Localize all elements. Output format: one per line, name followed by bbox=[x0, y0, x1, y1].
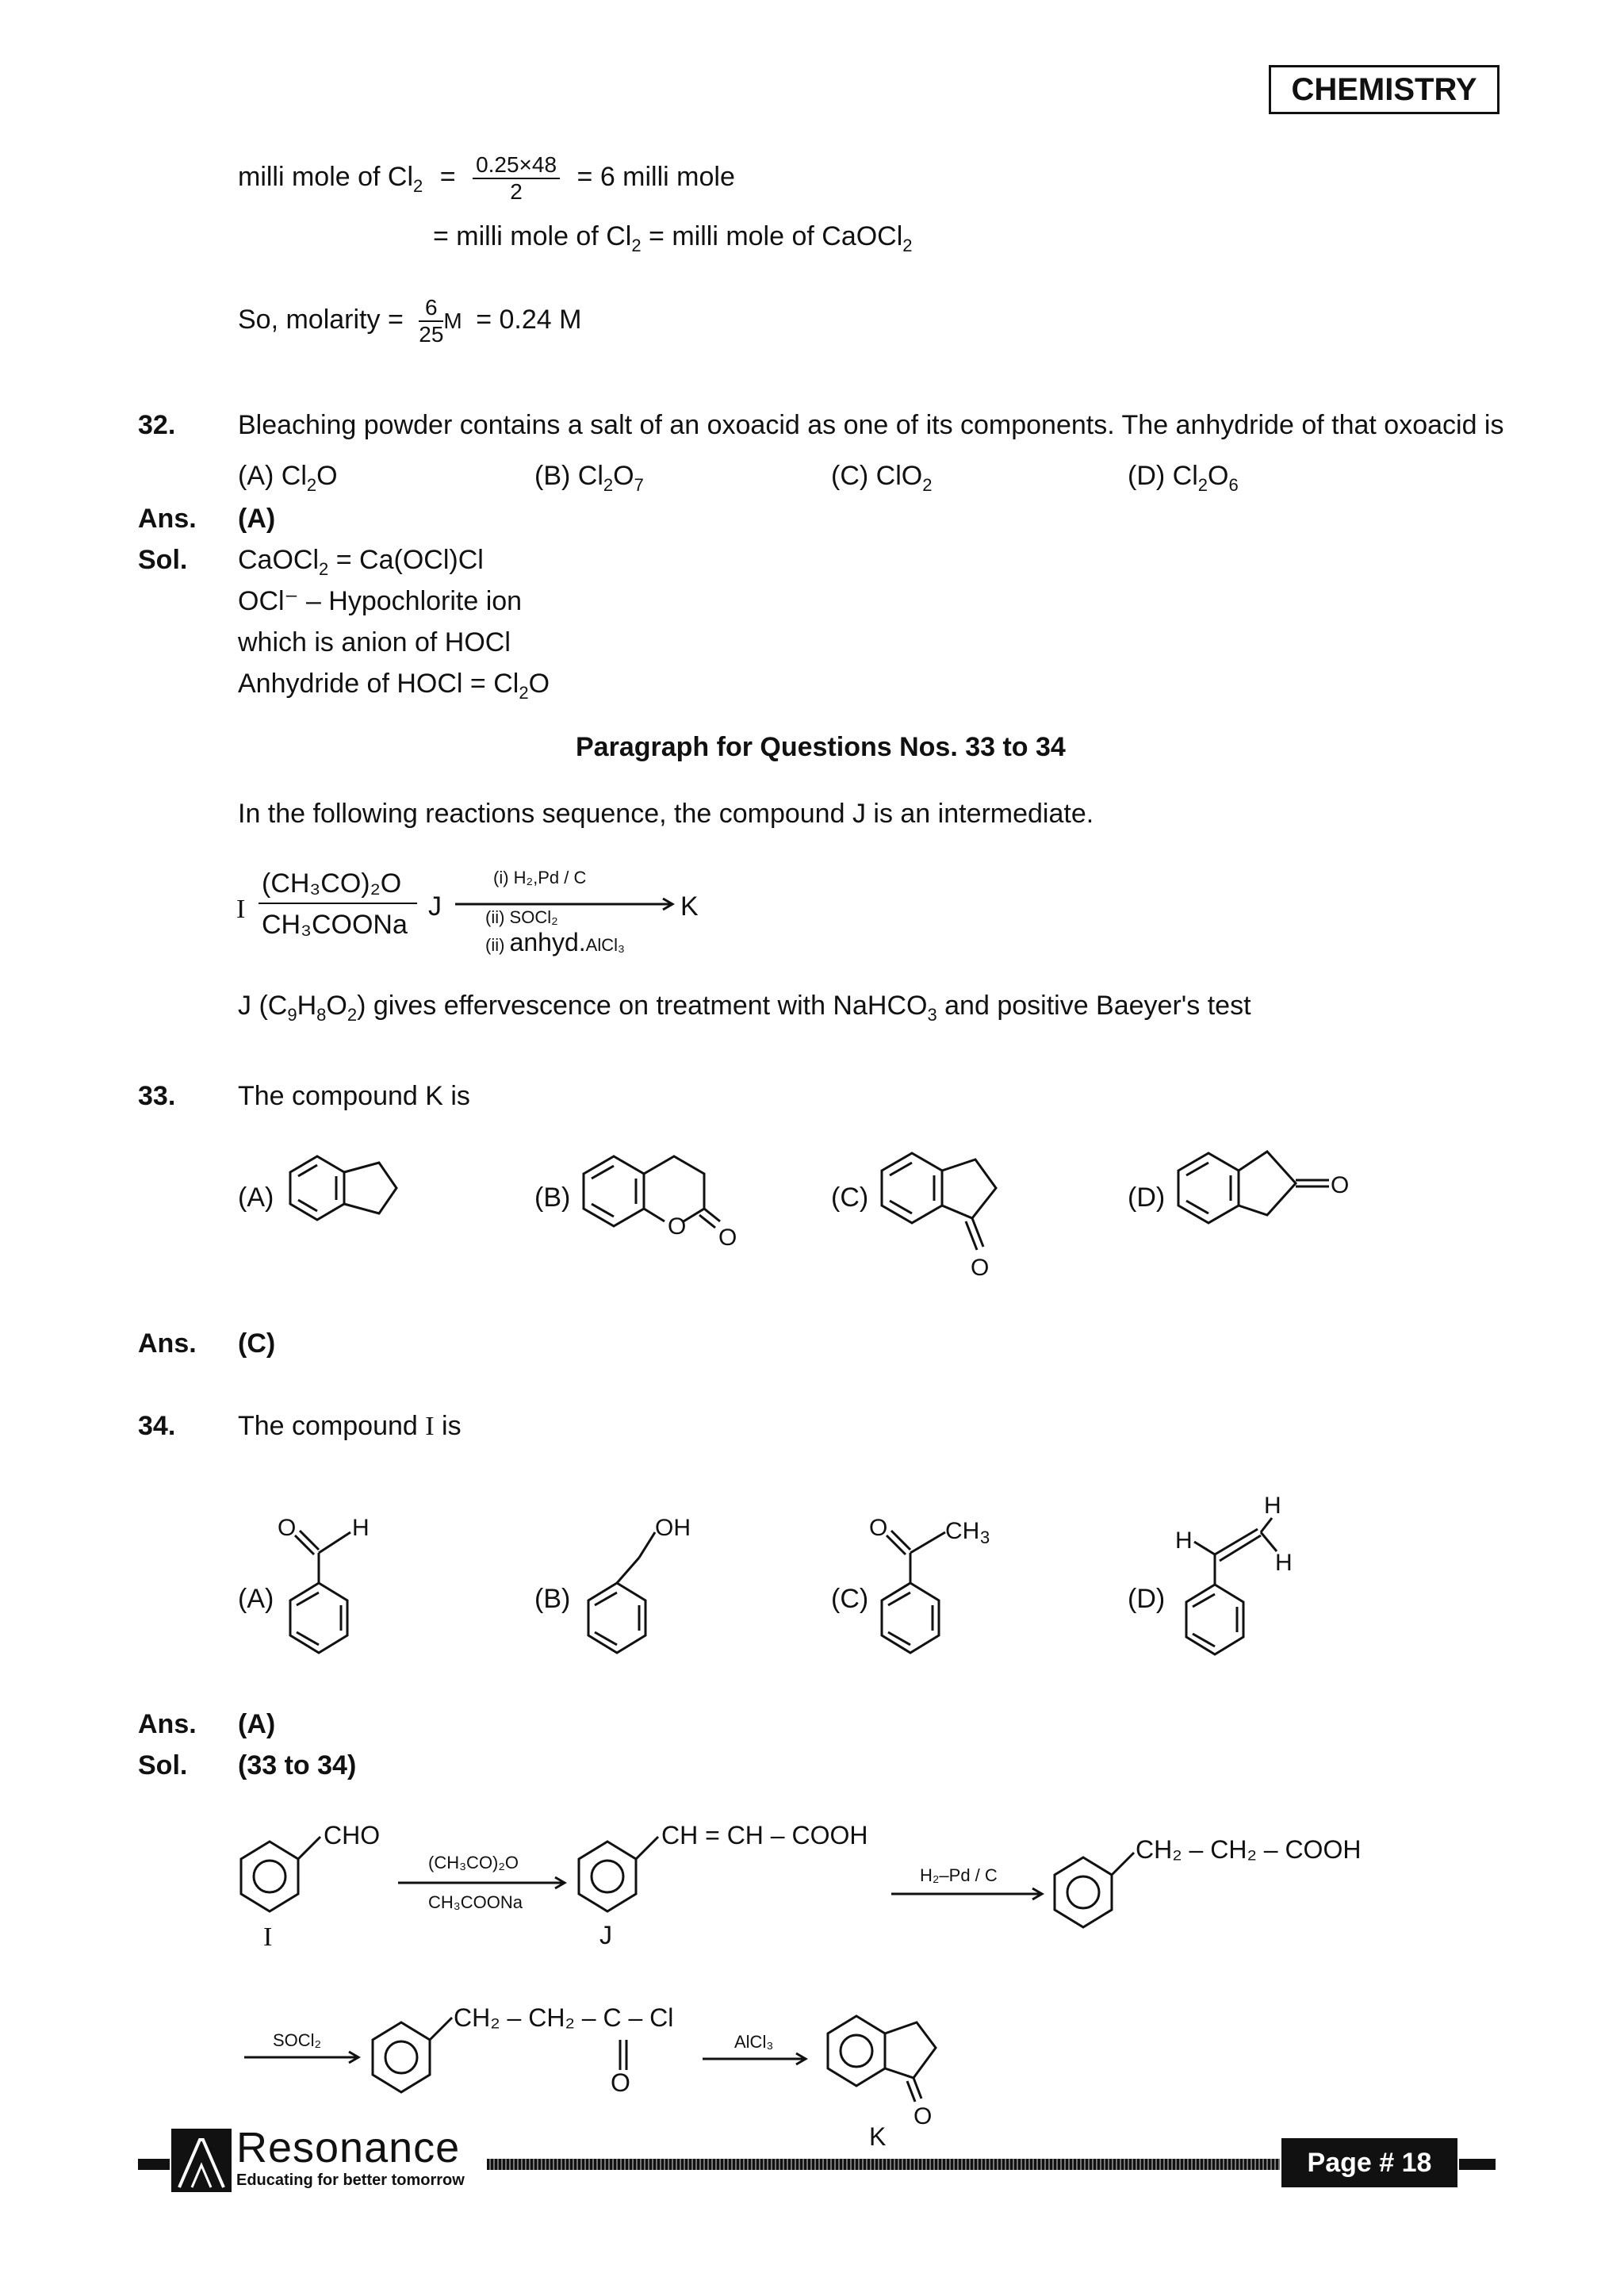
j-note-end: and positive Baeyer's test bbox=[936, 991, 1251, 1021]
benzyl-alcohol-structure bbox=[576, 1504, 734, 1694]
q32-option-b: (B) $Cl_2O_7$ bbox=[534, 461, 644, 495]
q33-ans-label: Ans. bbox=[138, 1328, 197, 1359]
benzaldehyde-ring bbox=[235, 1824, 330, 1919]
reaction-arrow-1 bbox=[398, 1875, 569, 1891]
q34-text-b: is bbox=[442, 1411, 462, 1441]
q32-sol-line-1: CaOCl$_2$ = Ca(OCl)Cl bbox=[238, 545, 484, 579]
svg-text:O: O bbox=[278, 1515, 297, 1541]
q34-text-a: The compound bbox=[238, 1411, 418, 1441]
svg-text:3: 3 bbox=[980, 1527, 990, 1547]
reagent-3: SOCl₂ bbox=[273, 2030, 322, 2050]
label-k: K bbox=[869, 2122, 887, 2151]
opt-text: (A) Cl bbox=[238, 461, 307, 491]
q33-number: 33. bbox=[138, 1081, 176, 1111]
frac-num: 0.25×48 bbox=[473, 152, 560, 179]
page-number: Page # 18 bbox=[1281, 2138, 1457, 2187]
phenylpropanoic-ring bbox=[1048, 1840, 1143, 1935]
styrene-structure bbox=[1167, 1491, 1326, 1697]
scheme-fraction-line bbox=[259, 903, 417, 904]
q34-option-a-label: (A) bbox=[238, 1584, 274, 1614]
q32-option-d: (D) $Cl_2O_6$ bbox=[1128, 461, 1239, 495]
acetophenone-structure bbox=[869, 1504, 1028, 1694]
alcl3: AlCl₃ bbox=[585, 935, 625, 955]
reagent-4: AlCl₃ bbox=[734, 2032, 774, 2052]
q32-answer: (A) bbox=[238, 504, 276, 534]
svg-text:O: O bbox=[1331, 1172, 1350, 1198]
scheme-reagent-top: (CH₃CO)₂O bbox=[262, 868, 402, 899]
paragraph-intro: In the following reactions sequence, the compound J is an intermediate. bbox=[238, 799, 1094, 829]
brand-name: Resonance bbox=[236, 2124, 461, 2171]
label-i: I bbox=[263, 1922, 273, 1952]
frac-den: 2 bbox=[510, 179, 523, 204]
step: (ii) bbox=[485, 935, 505, 955]
q32-option-c: (C) ClO$_2$ bbox=[831, 461, 933, 495]
reaction-arrow-3 bbox=[244, 2049, 363, 2065]
q34-text bbox=[238, 1410, 462, 1443]
anhyd: anhyd. bbox=[509, 928, 586, 956]
q34-sol-label: Sol. bbox=[138, 1750, 188, 1780]
dihydrocoumarin-structure bbox=[577, 1142, 815, 1285]
j-note: J $(C_9H_8O_2)$ gives effervescence on treatment with NaHCO$_3$ and positive Baeyer's test bbox=[238, 991, 1251, 1025]
q34-option-c-label: (C) bbox=[831, 1584, 869, 1614]
opt-text: (C) ClO bbox=[831, 461, 923, 491]
q34-sol-range: (33 to 34) bbox=[238, 1750, 357, 1780]
subject-badge: CHEMISTRY bbox=[1269, 65, 1500, 114]
molarity-label: So, molarity = bbox=[238, 304, 404, 335]
scheme-arrow-bottom-2 bbox=[485, 928, 625, 957]
scheme-reagent-bottom: CH₃COONa bbox=[262, 910, 408, 940]
ketone-o: O bbox=[914, 2103, 933, 2129]
q32-option-a: (A) $Cl_2O$ bbox=[238, 461, 338, 495]
label-j: J bbox=[599, 1921, 612, 1949]
sol-text: Anhydride of HOCl = Cl bbox=[238, 669, 519, 699]
reaction-arrow-2 bbox=[891, 1886, 1047, 1902]
indane-structure bbox=[278, 1142, 452, 1253]
svg-text:H: H bbox=[1264, 1493, 1281, 1519]
q34-answer: (A) bbox=[238, 1709, 276, 1739]
calc-line-2-b: = milli mole of CaOCl bbox=[641, 221, 903, 251]
sol-text: CaOCl bbox=[238, 545, 320, 575]
q32-ans-label: Ans. bbox=[138, 504, 197, 534]
2-indanone-structure bbox=[1172, 1139, 1410, 1266]
svg-text:H: H bbox=[352, 1515, 370, 1541]
acyl-chain: CH₂ – CH₂ – C – Cl bbox=[454, 2003, 674, 2032]
q32-sol-line-3: which is anion of HOCl bbox=[238, 627, 511, 657]
frac-den: 25 bbox=[419, 322, 444, 347]
calc-line-3 bbox=[238, 295, 581, 347]
cinnamic-acid-ring bbox=[573, 1824, 668, 1919]
cho-label: CHO bbox=[324, 1821, 381, 1849]
svg-text:O: O bbox=[971, 1255, 990, 1281]
calc-line-2: = milli mole of $Cl_2$ = milli mole of CaOCl$_2$ bbox=[433, 221, 913, 255]
acyl-chloride-ring bbox=[366, 2005, 462, 2100]
q33-option-c-label: (C) bbox=[831, 1182, 869, 1213]
reagent-1-top: (CH₃CO)₂O bbox=[428, 1853, 519, 1872]
svg-text:OH: OH bbox=[655, 1515, 691, 1541]
calc-line-2-a: = milli mole of Cl bbox=[433, 221, 632, 251]
svg-text:H: H bbox=[1275, 1550, 1293, 1576]
molarity-result: = 0.24 M bbox=[476, 304, 582, 335]
svg-text:H: H bbox=[1175, 1527, 1193, 1554]
footer-bar-middle bbox=[487, 2159, 1280, 2170]
calc-result: = 6 milli mole bbox=[576, 161, 735, 192]
j-note-text: gives effervescence on treatment with NaHCO bbox=[373, 991, 928, 1021]
scheme-arrow-bottom-1: (ii) SOCl₂ bbox=[485, 907, 558, 927]
indanone-structure bbox=[875, 1139, 1066, 1297]
q34-text-i: I bbox=[425, 1412, 435, 1441]
footer-bar-left bbox=[138, 2159, 170, 2170]
reagent-2: H₂–Pd / C bbox=[920, 1865, 998, 1885]
acyl-o: O bbox=[611, 2068, 630, 2097]
q33-answer: (C) bbox=[238, 1328, 276, 1359]
resonance-logo-icon bbox=[171, 2129, 232, 2192]
scheme-start-i: I bbox=[236, 895, 246, 924]
frac-num: 6 bbox=[419, 295, 443, 322]
q34-number: 34. bbox=[138, 1411, 176, 1441]
calc-line-1: milli mole of $Cl_2$ = $\frac{0.25\times 48}{2}$ = 6 milli mole bbox=[238, 152, 735, 204]
scheme-end-k: K bbox=[680, 891, 699, 922]
k-indanone-structure bbox=[822, 1999, 980, 2149]
reduced-chain: CH₂ – CH₂ – COOH bbox=[1136, 1835, 1362, 1864]
svg-text:CH: CH bbox=[945, 1518, 980, 1544]
footer-bar-right bbox=[1459, 2159, 1496, 2170]
brand-tagline: Educating for better tomorrow bbox=[236, 2171, 465, 2189]
paragraph-heading: Paragraph for Questions Nos. 33 to 34 bbox=[576, 732, 1066, 762]
q33-text: The compound K is bbox=[238, 1081, 470, 1111]
opt-text: (B) Cl bbox=[534, 461, 603, 491]
q32-sol-label: Sol. bbox=[138, 545, 188, 575]
unit: M bbox=[443, 308, 462, 333]
calc-label: milli mole of Cl bbox=[238, 161, 414, 192]
molarity-fraction bbox=[419, 295, 443, 347]
q32-number: 32. bbox=[138, 410, 176, 440]
svg-text:O: O bbox=[718, 1225, 737, 1251]
opt-text: (D) Cl bbox=[1128, 461, 1198, 491]
svg-text:O: O bbox=[668, 1213, 687, 1240]
scheme-arrow-top: (i) H₂,Pd / C bbox=[493, 868, 587, 887]
q32-sol-line-4: Anhydride of HOCl = $Cl_2O$ bbox=[238, 669, 550, 703]
fraction bbox=[473, 152, 560, 205]
q34-option-b-label: (B) bbox=[534, 1584, 571, 1614]
benzaldehyde-structure bbox=[278, 1504, 420, 1694]
sub: 2 bbox=[413, 175, 423, 196]
reaction-arrow-4 bbox=[703, 2051, 810, 2067]
q32-text: Bleaching powder contains a salt of an oxoacid as one of its components. The anhydride of that oxoacid is bbox=[238, 410, 1504, 440]
q34-option-d-label: (D) bbox=[1128, 1584, 1166, 1614]
q32-sol-line-2: OCl⁻ – Hypochlorite ion bbox=[238, 586, 523, 616]
j-chain: CH = CH – COOH bbox=[661, 1821, 868, 1849]
scheme-mid-j: J bbox=[428, 891, 442, 922]
reagent-1-bottom: CH₃COONa bbox=[428, 1892, 523, 1912]
svg-text:O: O bbox=[869, 1515, 888, 1541]
q33-option-d-label: (D) bbox=[1128, 1182, 1166, 1213]
q34-ans-label: Ans. bbox=[138, 1709, 197, 1739]
q33-option-a-label: (A) bbox=[238, 1182, 274, 1213]
q33-option-b-label: (B) bbox=[534, 1182, 571, 1213]
